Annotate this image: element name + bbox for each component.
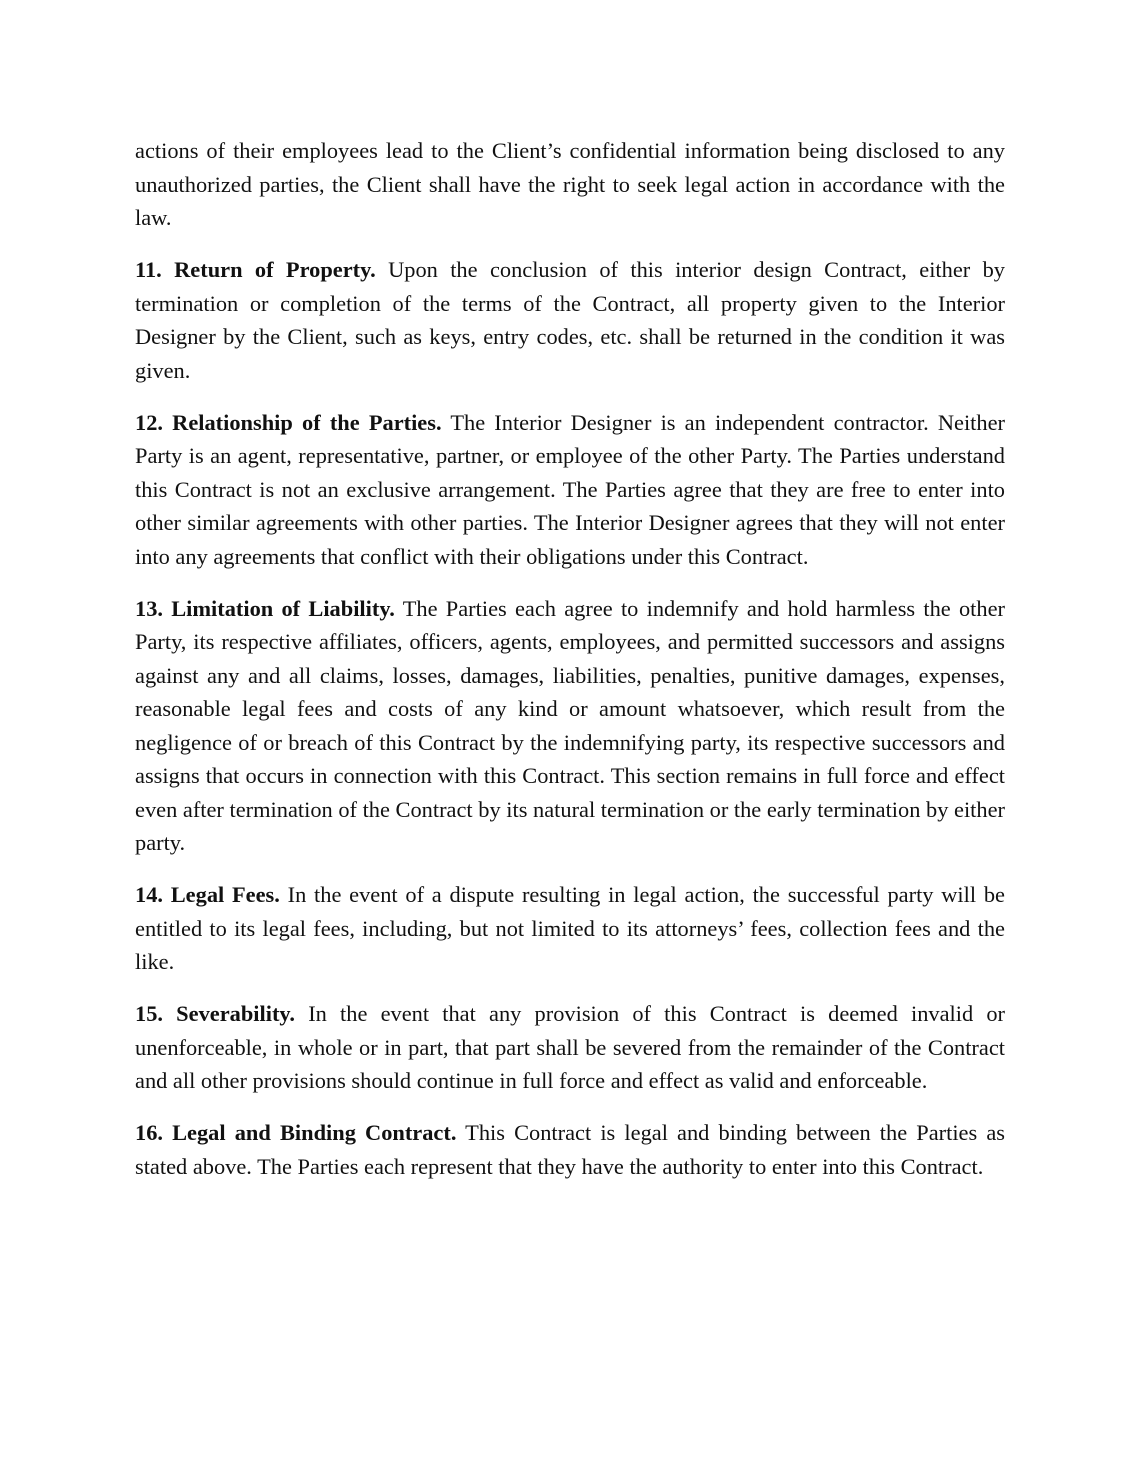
clause-heading: 16. Legal and Binding Contract. — [135, 1120, 457, 1145]
clause-text: The Interior Designer is an independent contractor. Neither Party is an agent, representative, partner, or employee of the other Party. The Parties understand this Contract is not an exclusive arrangement. The Parties agree that they are free to enter into other similar agreements with other parties. The Interior Designer agrees that they will not enter into any agreements that conflict with their obligations under this Contract. — [135, 409, 1005, 569]
clause-return-of-property — [135, 253, 1005, 387]
clause-heading: 14. Legal Fees. — [135, 882, 280, 907]
clause-heading: 15. Severability. — [135, 1001, 295, 1026]
clause-severability — [135, 997, 1005, 1098]
clause-legal-fees — [135, 878, 1005, 979]
clause-text: Upon the conclusion of this interior design Contract, either by termination or completion of the terms of the Contract, all property given to the Interior Designer by the Client, such as keys, entry codes, etc. shall be returned in the condition it was given. — [135, 257, 1005, 383]
clause-heading: 12. Relationship of the Parties. — [135, 409, 442, 435]
clause-text: In the event of a dispute resulting in legal action, the successful party will be entitled to its legal fees, including, but not limited to its attorneys’ fees, collection fees and the like. — [135, 882, 1005, 974]
clause-text: actions of their employees lead to the Client’s confidential information being disclosed to any unauthorized parties, the Client shall have the right to seek legal action in accordance with the law. — [135, 138, 1005, 230]
clause-heading: 13. Limitation of Liability. — [135, 595, 395, 621]
document-page — [135, 134, 1005, 1202]
clause-text: The Parties each agree to indemnify and hold harmless the other Party, its respective affiliates, officers, agents, employees, and permitted successors and assigns against any and all claims, losses, damages, liabilities, penalties, punitive damages, expenses, reasonable legal fees and costs of any kind or amount whatsoever, which result from the negligence of or breach of this Contract by the indemnifying party, its respective successors and assigns that occurs in connection with this Contract. This section remains in full force and effect even after termination of the Contract by its natural termination or the early termination by either party. — [135, 595, 1005, 855]
clause-relationship-of-parties — [135, 406, 1005, 574]
clause-heading: 11. Return of Property. — [135, 257, 376, 282]
clause-text: This Contract is legal and binding between the Parties as stated above. The Parties each represent that they have the authority to enter into this Contract. — [135, 1120, 1005, 1179]
clause-text: In the event that any provision of this Contract is deemed invalid or unenforceable, in whole or in part, that part shall be severed from the remainder of the Contract and all other provisions should continue in full force and effect as valid and enforceable. — [135, 1001, 1006, 1093]
clause-limitation-of-liability — [135, 592, 1005, 860]
clause-legal-and-binding — [135, 1116, 1005, 1183]
paragraph-confidentiality-continued — [135, 134, 1005, 235]
